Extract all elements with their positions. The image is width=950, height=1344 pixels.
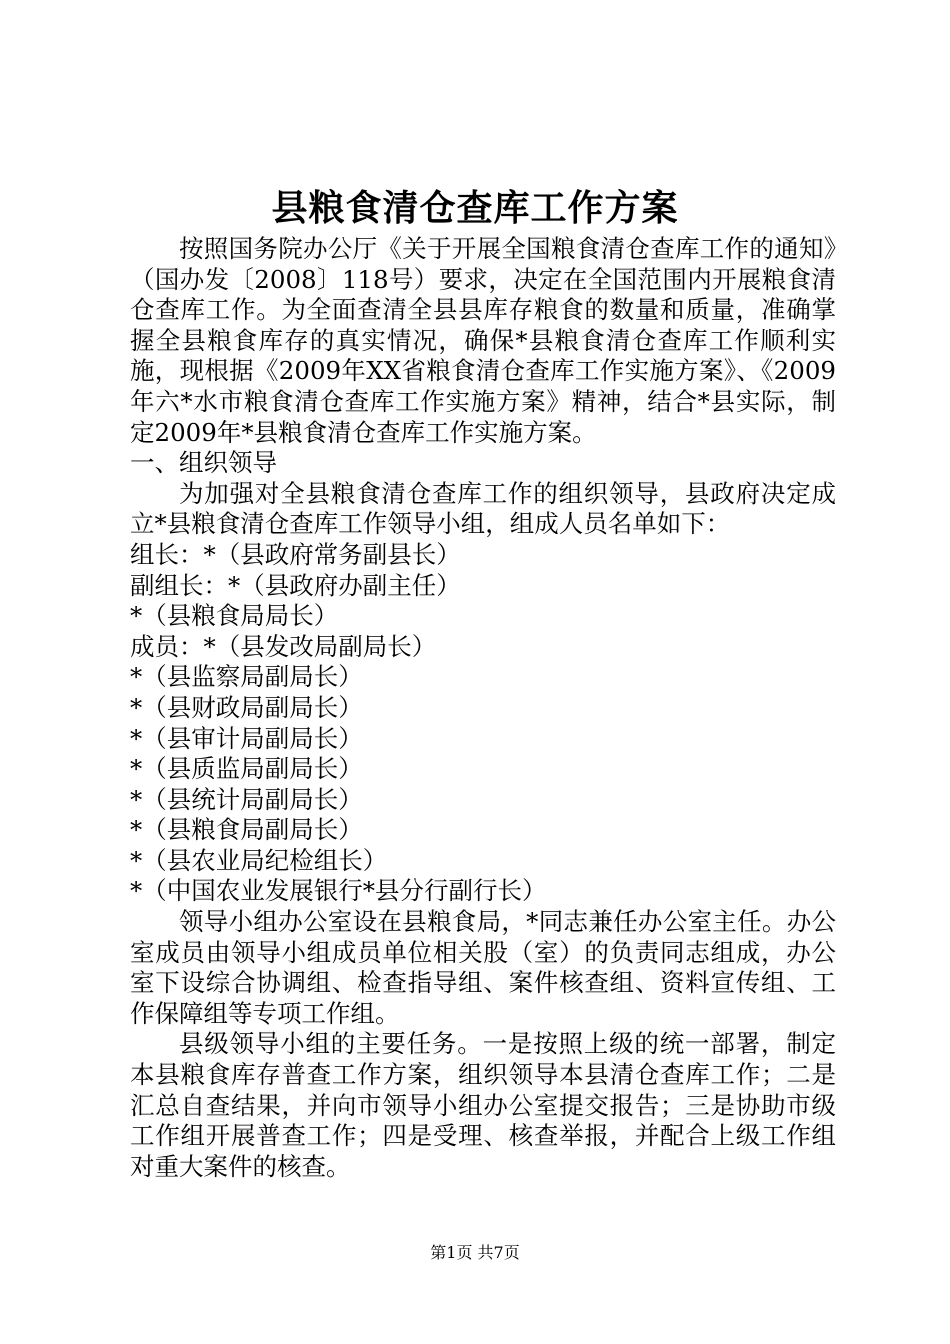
tasks-paragraph: 县级领导小组的主要任务。一是按照上级的统一部署，制定本县粮食库存普查工作方案，组织领导本县清仓查库工作；二是汇总自查结果，并向市领导小组办公室提交报告；三是协助市级工作组开展普查工作；四是受理、核查举报，并配合上级工作组对重大案件的核查。 [130, 1029, 836, 1181]
member-line: 副组长：*（县政府办副主任） [130, 570, 461, 600]
member-line: *（中国农业发展银行*县分行副行长） [130, 876, 547, 906]
member-line: *（县财政局副局长） [130, 692, 363, 722]
member-line: 成员：*（县发改局副局长） [130, 631, 437, 661]
document-title: 县粮食清仓查库工作方案 [271, 187, 679, 229]
member-line: *（县统计局副局长） [130, 784, 363, 814]
member-line: *（县审计局副局长） [130, 723, 363, 753]
page-footer: 第1页 共7页 [430, 1243, 520, 1262]
member-line: *（县农业局纪检组长） [130, 845, 388, 875]
section-heading: 一、组织领导 [130, 448, 277, 478]
member-line: *（县质监局副局长） [130, 754, 363, 784]
document-body [130, 234, 836, 1182]
member-line: *（县监察局副局长） [130, 662, 363, 692]
member-line: *（县粮食局副局长） [130, 815, 363, 845]
office-paragraph: 领导小组办公室设在县粮食局，*同志兼任办公室主任。办公室成员由领导小组成员单位相关股（室）的负责同志组成，办公室下设综合协调组、检查指导组、案件核查组、资料宣传组、工作保障组等专项工作组。 [130, 907, 836, 1028]
member-line: 组长：*（县政府常务副县长） [130, 539, 461, 569]
intro-paragraph: 按照国务院办公厅《关于开展全国粮食清仓查库工作的通知》（国办发〔2008〕118号）要求，决定在全国范围内开展粮食清仓查库工作。为全面查清全县县库存粮食的数量和质量，准确掌握全县粮食库存的真实情况，确保*县粮食清仓查库工作顺利实施，现根据《2009年XX省粮食清仓查库工作实施方案》、《2009年六*水市粮食清仓查库工作实施方案》精神，结合*县实际，制定2009年*县粮食清仓查库工作实施方案。 [130, 234, 836, 447]
member-line: *（县粮食局局长） [130, 601, 339, 631]
section-paragraph: 为加强对全县粮食清仓查库工作的组织领导，县政府决定成立*县粮食清仓查库工作领导小组，组成人员名单如下： [130, 478, 836, 539]
